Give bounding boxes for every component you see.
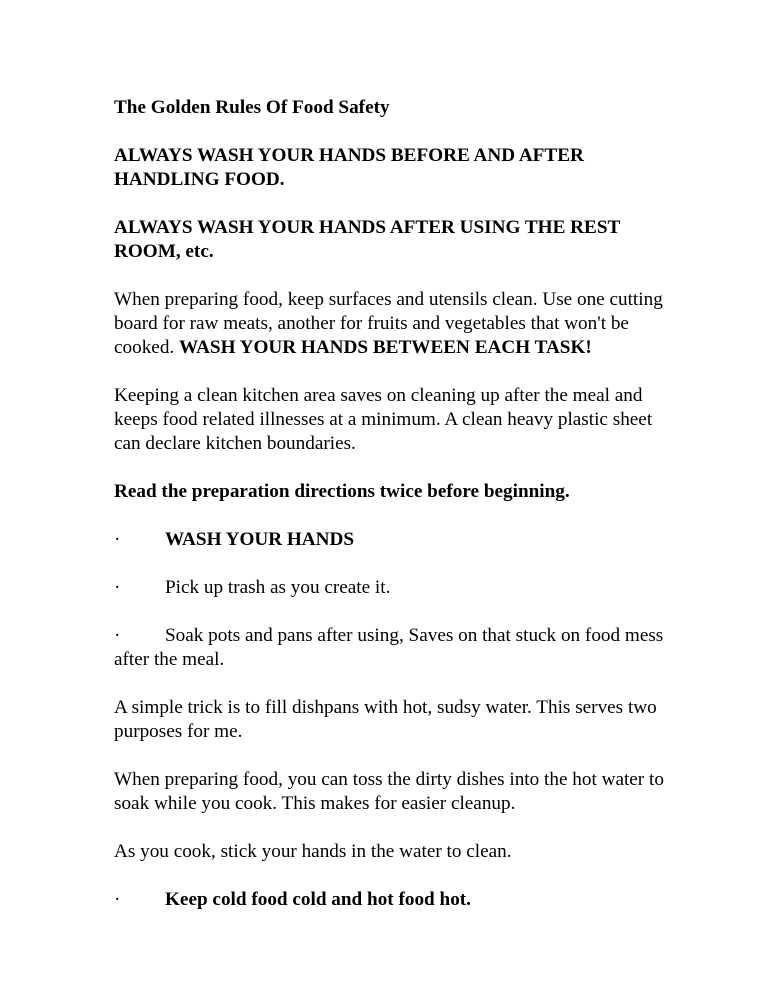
list-item-text: Keep cold food cold and hot food hot. [165,889,471,910]
list-item-soak-pots [114,624,674,672]
document-page [114,96,674,936]
list-item-pick-up-trash [114,576,674,600]
paragraph-surfaces-emphasis: WASH YOUR HANDS BETWEEN EACH TASK! [179,337,592,358]
paragraph-surfaces-text: When preparing food, keep surfaces and utensils clean. Use one cutting board for raw meats, another for fruits and vegetables that won't be cooked. [114,289,663,358]
paragraph-hands-in-water: As you cook, stick your hands in the water to clean. [114,841,512,862]
bullet-icon: · [114,529,121,550]
paragraph-clean-kitchen: Keeping a clean kitchen area saves on cleaning up after the meal and keeps food related illnesses at a minimum. A clean heavy plastic sheet can declare kitchen boundaries. [114,385,653,454]
list-item-text: Pick up trash as you create it. [165,577,391,598]
paragraph-read-directions: Read the preparation directions twice before beginning. [114,481,570,502]
bullet-icon: · [114,577,121,598]
paragraph-dishpans: A simple trick is to fill dishpans with hot, sudsy water. This serves two purposes for me. [114,697,657,742]
bullet-icon: · [114,625,121,646]
paragraph-surfaces [114,288,674,360]
list-item-text: Soak pots and pans after using, Saves on that stuck on food mess after the meal. [114,625,664,670]
list-item-food-temperature [114,888,674,912]
list-item-wash-hands [114,528,674,552]
document-title: The Golden Rules Of Food Safety [114,97,390,118]
bullet-icon: · [114,889,121,910]
paragraph-toss-dishes: When preparing food, you can toss the dirty dishes into the hot water to soak while you cook. This makes for easier cleanup. [114,769,664,814]
list-item-text: WASH YOUR HANDS [165,529,355,550]
rule-wash-hands-food: ALWAYS WASH YOUR HANDS BEFORE AND AFTER HANDLING FOOD. [114,145,584,190]
rule-wash-hands-restroom: ALWAYS WASH YOUR HANDS AFTER USING THE REST ROOM, etc. [114,217,620,262]
